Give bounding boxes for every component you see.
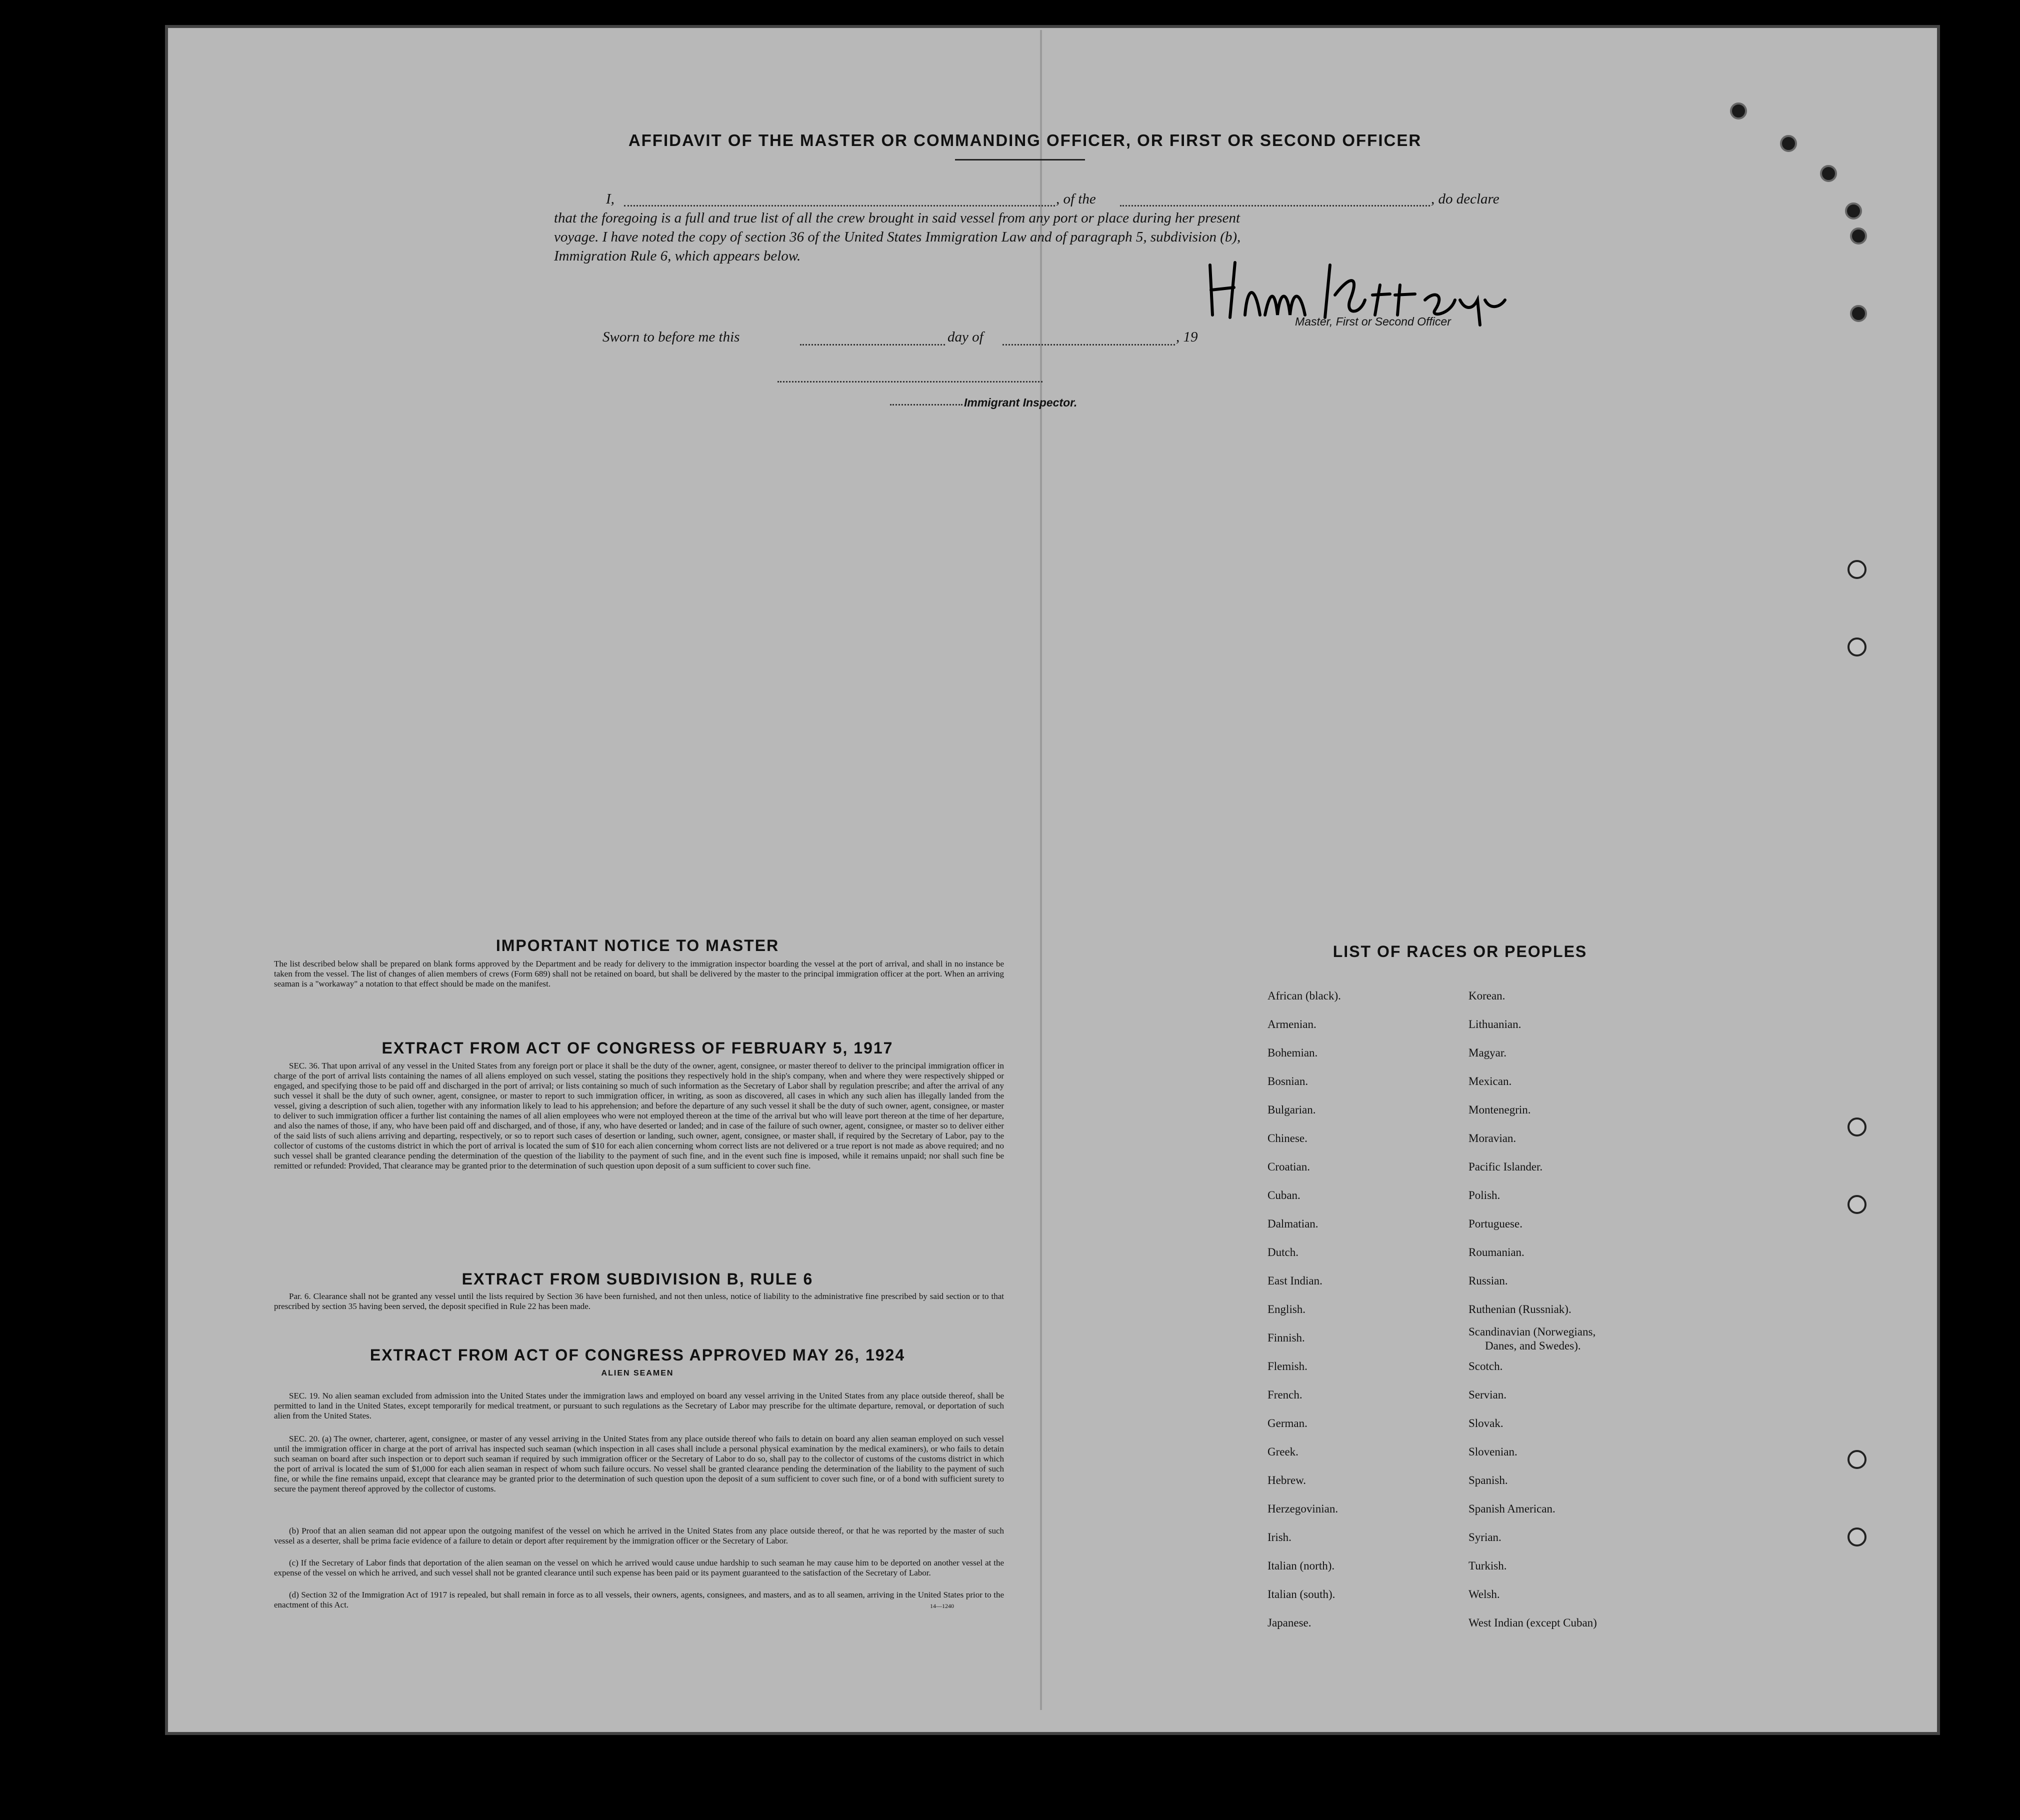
race-item: Irish. bbox=[1268, 1531, 1292, 1544]
race-item: Montenegrin. bbox=[1468, 1104, 1531, 1116]
race-item: Turkish. bbox=[1468, 1560, 1507, 1572]
race-item: German. bbox=[1268, 1417, 1308, 1430]
extract-1917-title: EXTRACT FROM ACT OF CONGRESS OF FEBRUARY 5, 1917 bbox=[382, 1039, 894, 1057]
race-item: Chinese. bbox=[1268, 1132, 1308, 1144]
sec-20b-text: (b) Proof that an alien seaman did not appear upon the outgoing manifest of the vessel on which he arrived in the United States from any place outside thereof, or that he was reported by the master of such vessel as a deserter, shall be prima facie evidence of a failure to detain or deport after requirement by the immigration officer or the Secretary of Labor. bbox=[274, 1526, 1004, 1546]
race-item: Roumanian. bbox=[1468, 1246, 1524, 1258]
punch-hole bbox=[1845, 202, 1862, 220]
race-item: Polish. bbox=[1468, 1189, 1500, 1202]
affidavit-title: AFFIDAVIT OF THE MASTER OR COMMANDING OFFICER, OR FIRST OR SECOND OFFICER bbox=[628, 131, 1422, 150]
form-number: 14—1240 bbox=[930, 1602, 954, 1610]
sec-19-text: SEC. 19. No alien seaman excluded from admission into the United States under the immigration laws and employed on board any vessel arriving in the United States from any place outside thereof, shall be permitted to land in the United States, except temporarily for medical treatment, or pursuant to such regulations as the Secretary of Labor may prescribe for the ultimate departure, removal, or deportation of such alien from the United States. bbox=[274, 1391, 1004, 1420]
race-item: Scotch. bbox=[1468, 1360, 1503, 1372]
race-item: East Indian. bbox=[1268, 1274, 1322, 1287]
extract-rule6-title: EXTRACT FROM SUBDIVISION B, RULE 6 bbox=[462, 1270, 814, 1288]
binder-ring bbox=[1848, 1195, 1866, 1214]
race-item: French. bbox=[1268, 1388, 1302, 1401]
affidavit-line3: voyage. I have noted the copy of section 36 of the United States Immigration Law and of paragraph 5, subdivision (b), bbox=[554, 229, 1241, 245]
binder-ring bbox=[1848, 638, 1866, 656]
name-blank bbox=[624, 205, 1055, 206]
binder-ring bbox=[1848, 1450, 1866, 1469]
year-prefix: , 19 bbox=[1176, 329, 1198, 345]
affidavit-line4: Immigration Rule 6, which appears below. bbox=[554, 248, 801, 264]
race-item: Dalmatian. bbox=[1268, 1218, 1318, 1230]
race-item: Slovak. bbox=[1468, 1417, 1504, 1430]
race-item: Finnish. bbox=[1268, 1332, 1305, 1344]
alien-seamen-subtitle: ALIEN SEAMEN bbox=[601, 1369, 674, 1378]
day-of: day of bbox=[948, 329, 984, 345]
race-item: Moravian. bbox=[1468, 1132, 1516, 1144]
race-item: Greek. bbox=[1268, 1446, 1298, 1458]
punch-hole bbox=[1850, 305, 1867, 322]
race-item: Pacific Islander. bbox=[1468, 1160, 1543, 1173]
race-item: Portuguese. bbox=[1468, 1218, 1522, 1230]
extract-rule6-text: Par. 6. Clearance shall not be granted any vessel until the lists required by Section 36 have been furnished, and not then unless, notice of liability to the administrative fine prescribed by said section or to that prescribed by section 35 having been served, the deposit specified in Rule 22 has been made. bbox=[274, 1292, 1004, 1311]
race-item: Flemish. bbox=[1268, 1360, 1308, 1372]
notice-title: IMPORTANT NOTICE TO MASTER bbox=[496, 936, 780, 954]
inspector-caption: Immigrant Inspector. bbox=[964, 396, 1078, 409]
sec-20d-text: (d) Section 32 of the Immigration Act of 1917 is repealed, but shall remain in force as to all vessels, their owners, agents, consignees, and masters, and as to all seamen, arriving in the United States prior to the enactment of this Act. bbox=[274, 1590, 1004, 1610]
race-item: Spanish American. bbox=[1468, 1502, 1556, 1515]
affidavit-of-the: , of the bbox=[1056, 191, 1096, 207]
vessel-blank bbox=[1120, 205, 1430, 206]
center-fold bbox=[1040, 30, 1042, 1710]
race-item: English. bbox=[1268, 1303, 1306, 1316]
race-item: Servian. bbox=[1468, 1388, 1507, 1401]
race-item: Danes, and Swedes). bbox=[1485, 1340, 1581, 1352]
race-item: Welsh. bbox=[1468, 1588, 1500, 1600]
punch-hole bbox=[1780, 135, 1797, 152]
month-blank bbox=[1002, 344, 1175, 346]
race-item: Hebrew. bbox=[1268, 1474, 1306, 1486]
binder-ring bbox=[1848, 1118, 1866, 1136]
affidavit-i: I, bbox=[606, 191, 614, 207]
race-item: Russian. bbox=[1468, 1274, 1508, 1287]
race-item: Italian (north). bbox=[1268, 1560, 1335, 1572]
race-item: Bohemian. bbox=[1268, 1046, 1318, 1059]
notice-text: The list described below shall be prepared on blank forms approved by the Department and be ready for delivery to the immigration inspector boarding the vessel at the port of arrival, and shall in no instance be taken from the vessel. The list of changes of alien members of crews (Form 689) shall not be retained on board, but shall be delivered by the master to the principal immigration officer at the port. When an arriving seaman is a "workaway" a notation to that effect should be made on the manifest. bbox=[274, 959, 1004, 988]
title-underline bbox=[955, 159, 1085, 160]
race-item: Italian (south). bbox=[1268, 1588, 1336, 1600]
race-item: Herzegovinian. bbox=[1268, 1502, 1338, 1515]
day-blank bbox=[800, 344, 945, 346]
inspector-dash bbox=[890, 404, 962, 406]
binder-ring bbox=[1848, 560, 1866, 579]
race-item: Ruthenian (Russniak). bbox=[1468, 1303, 1572, 1316]
signature-caption: Master, First or Second Officer bbox=[1295, 315, 1451, 328]
punch-hole bbox=[1730, 102, 1747, 120]
race-item: Cuban. bbox=[1268, 1189, 1300, 1202]
race-item: Magyar. bbox=[1468, 1046, 1507, 1059]
race-item: Spanish. bbox=[1468, 1474, 1508, 1486]
race-item: Scandinavian (Norwegians, bbox=[1468, 1326, 1596, 1338]
race-item: Japanese. bbox=[1268, 1616, 1312, 1629]
extract-1917-text: SEC. 36. That upon arrival of any vessel in the United States from any foreign port or place it shall be the duty of the owner, agent, consignee, or master thereof to deliver to the principal immigration officer in charge of the port of arrival lists containing the names of all aliens employed on such vessel, stating the positions they respectively hold in the ship's company, when and where they were respectively shipped or engaged, and specifying those to be paid off and discharged in the port of arrival; or lists containing so much of such information as the Secretary of Labor shall by regulation prescribe; and after the arrival of any such vessel it shall be the duty of such owner, agent, consignee, or master to report to such immigration officer, in writing, as soon as discovered, all cases in which any such alien has illegally landed from the vessel, giving a description of such alien, together with any information likely to lead to his apprehension; and before the departure of any such vessel it shall be the duty of such owner, agent, consignee, or master to deliver to such immigration officer a further list containing the names of all alien employees who were not employed thereon at the time of the arrival but who will leave port thereon at the time of her departure, and also the names of those, if any, who have been paid off and discharged, and of those, if any, who have deserted or landed; and in case of the failure of such owner, agent, consignee, or master so to deliver either of the said lists of such aliens arriving and departing, respectively, or so to report such cases of desertion or landing, such owner, agent, consignee, or master shall, if required by the Secretary of Labor, pay to the collector of customs of the customs district in which the port of arrival is located the sum of $10 for each alien concerning whom correct lists are not delivered or a true report is not made as above required; and no such vessel shall be granted clearance pending the determination of the question of the liability to the payment of such fine, and in the event such fine is imposed, while it remains unpaid; nor shall such fine be remitted or refunded: Provided, That clearance may be granted prior to the determination of such question upon deposit of a sum sufficient to cover such fine. bbox=[274, 1061, 1004, 1170]
punch-hole bbox=[1820, 165, 1837, 182]
affidavit-line2: that the foregoing is a full and true list of all the crew brought in said vessel from any port or place during her present bbox=[554, 210, 1240, 226]
punch-hole bbox=[1850, 228, 1867, 244]
race-item: Mexican. bbox=[1468, 1075, 1512, 1088]
race-item: Bulgarian. bbox=[1268, 1104, 1316, 1116]
race-item: African (black). bbox=[1268, 990, 1341, 1002]
extract-1924-title: EXTRACT FROM ACT OF CONGRESS APPROVED MAY 26, 1924 bbox=[370, 1346, 906, 1364]
race-item: Bosnian. bbox=[1268, 1075, 1308, 1088]
race-item: Lithuanian. bbox=[1468, 1018, 1522, 1030]
race-item: Croatian. bbox=[1268, 1160, 1310, 1173]
race-item: Slovenian. bbox=[1468, 1446, 1518, 1458]
races-title: LIST OF RACES OR PEOPLES bbox=[1332, 942, 1588, 960]
race-item: Syrian. bbox=[1468, 1531, 1502, 1544]
race-item: Korean. bbox=[1468, 990, 1506, 1002]
sec-20a-text: SEC. 20. (a) The owner, charterer, agent, consignee, or master of any vessel arriving in the United States from any place outside thereof who fails to detain on board any alien seaman employed on such vessel until the immigration officer in charge at the port of arrival has inspected such seaman (which inspection in all cases shall include a personal physical examination by the medical examiners), or who fails to detain such seaman on board after such inspection or to deport such seaman if required by such immigration officer or the Secretary of Labor to do so, shall pay to the collector of customs of the customs district in which the port of arrival is located the sum of $1,000 for each alien seaman in respect of whom such failure occurs. No vessel shall be granted clearance pending the determination of the liability to the payment of such fine, or while the fine remains unpaid, except that clearance may be granted prior to the determination of such question upon the deposit of a sum sufficient to cover such fine, or of a bond with sufficient surety to secure the payment thereof approved by the collector of customs. bbox=[274, 1434, 1004, 1494]
sec-20c-text: (c) If the Secretary of Labor finds that deportation of the alien seaman on the vessel on which he arrived would cause undue hardship to such seaman he may cause him to be deported on another vessel at the expense of the vessel on which he arrived, and such vessel shall not be granted clearance until such expense has been paid or its payment guaranteed to the satisfaction of the Secretary of Labor. bbox=[274, 1558, 1004, 1578]
inspector-blank bbox=[778, 381, 1042, 382]
race-item: Dutch. bbox=[1268, 1246, 1298, 1258]
race-item: Armenian. bbox=[1268, 1018, 1316, 1030]
affidavit-declare: , do declare bbox=[1431, 191, 1500, 207]
binder-ring bbox=[1848, 1528, 1866, 1546]
sworn-text: Sworn to before me this bbox=[602, 329, 740, 345]
race-item: West Indian (except Cuban) bbox=[1468, 1616, 1597, 1629]
